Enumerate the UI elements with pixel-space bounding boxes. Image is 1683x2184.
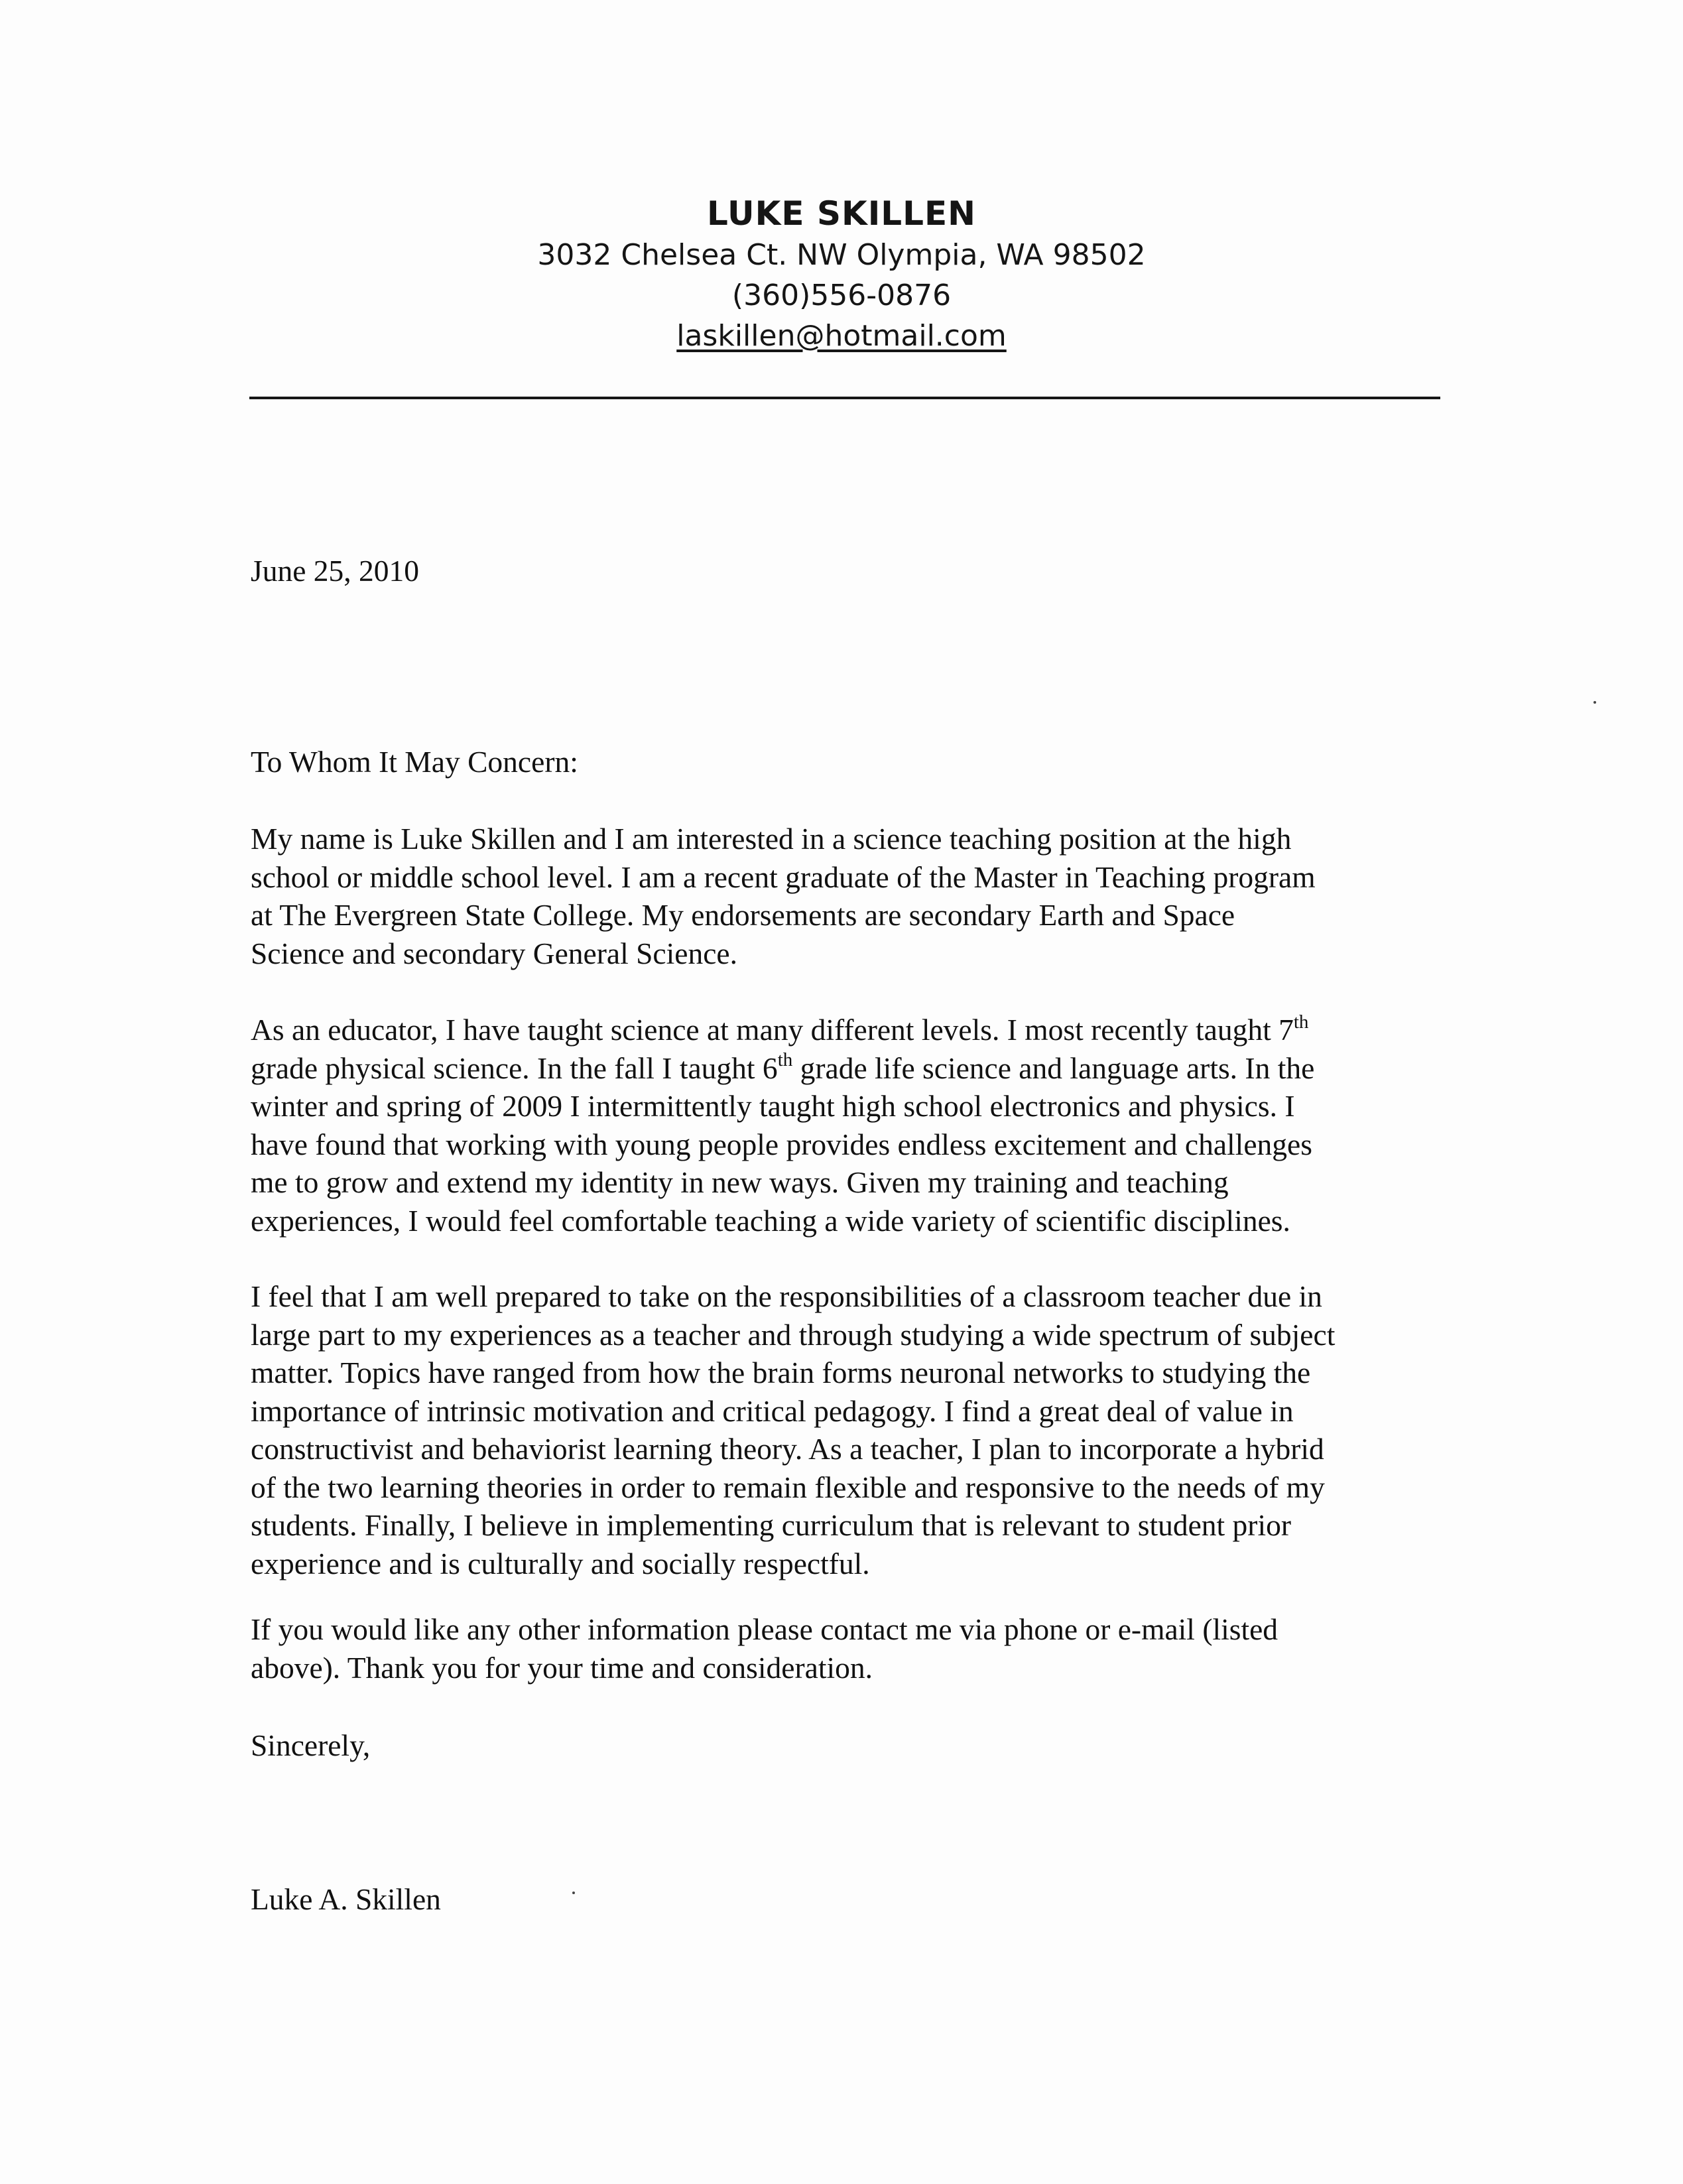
letterhead [0,192,1683,356]
paragraph-line-text: As an educator, I have taught science at many different levels. I most recently taught 7 [251,1013,1294,1047]
paragraph-line: winter and spring of 2009 I intermittently taught high school electronics and physics. I [251,1089,1295,1123]
paragraph-line: above). Thank you for your time and consideration. [251,1650,873,1685]
ordinal-suffix: th [1293,1011,1309,1033]
sender-name: LUKE SKILLEN [706,194,977,233]
paragraph-line: school or middle school level. I am a recent graduate of the Master in Teaching program [251,860,1316,894]
scan-speck [1593,701,1596,704]
letter-date: June 25, 2010 [251,554,420,588]
paragraph-line: students. Finally, I believe in implementing curriculum that is relevant to student prior [251,1508,1291,1542]
closing: Sincerely, [251,1728,371,1762]
paragraph-line: If you would like any other information please contact me via phone or e-mail (listed [251,1612,1278,1646]
scan-speck [572,1892,575,1894]
paragraph-line: matter. Topics have ranged from how the brain forms neuronal networks to studying the [251,1356,1311,1389]
paragraph-experience [251,1011,1314,1240]
paragraph-line: at The Evergreen State College. My endorsements are secondary Earth and Space [251,898,1235,932]
paragraph-introduction [251,820,1316,972]
paragraph-line: large part to my experiences as a teacher and through studying a wide spectrum of subject [251,1317,1336,1352]
paragraph-line: me to grow and extend my identity in new ways. Given my training and teaching [251,1165,1229,1199]
paragraph-preparation [251,1277,1335,1582]
sender-address: 3032 Chelsea Ct. NW Olympia, WA 98502 [537,238,1146,272]
paragraph-line: importance of intrinsic motivation and critical pedagogy. I find a great deal of value in [251,1393,1294,1428]
letterhead-divider [249,397,1440,399]
sender-phone: (360)556-0876 [731,279,952,312]
paragraph-line-text: grade physical science. In the fall I taught 6 [251,1051,778,1085]
paragraph-line: of the two learning theories in order to remain flexible and responsive to the needs of my [251,1470,1325,1504]
salutation: To Whom It May Concern: [251,745,578,779]
paragraph-line: experience and is culturally and socially respectful. [251,1546,870,1580]
signature-name: Luke A. Skillen [251,1882,441,1916]
paragraph-line: Science and secondary General Science. [251,936,737,970]
paragraph-line: constructivist and behaviorist learning theory. As a teacher, I plan to incorporate a hybrid [251,1432,1324,1466]
paragraph-line [251,1011,1314,1049]
paragraph-line: My name is Luke Skillen and I am interested in a science teaching position at the high [251,822,1292,856]
ordinal-suffix: th [777,1049,793,1071]
paragraph-line [251,1049,1314,1088]
paragraph-contact [251,1610,1278,1687]
sender-email-link[interactable]: laskillen@hotmail.com [676,319,1007,353]
paragraph-line: experiences, I would feel comfortable teaching a wide variety of scientific disciplines. [251,1203,1290,1238]
paragraph-line: have found that working with young people provides endless excitement and challenges [251,1127,1312,1161]
paragraph-line: I feel that I am well prepared to take on the responsibilities of a classroom teacher due in [251,1279,1322,1313]
paragraph-line-text: grade life science and language arts. In the [792,1051,1315,1085]
